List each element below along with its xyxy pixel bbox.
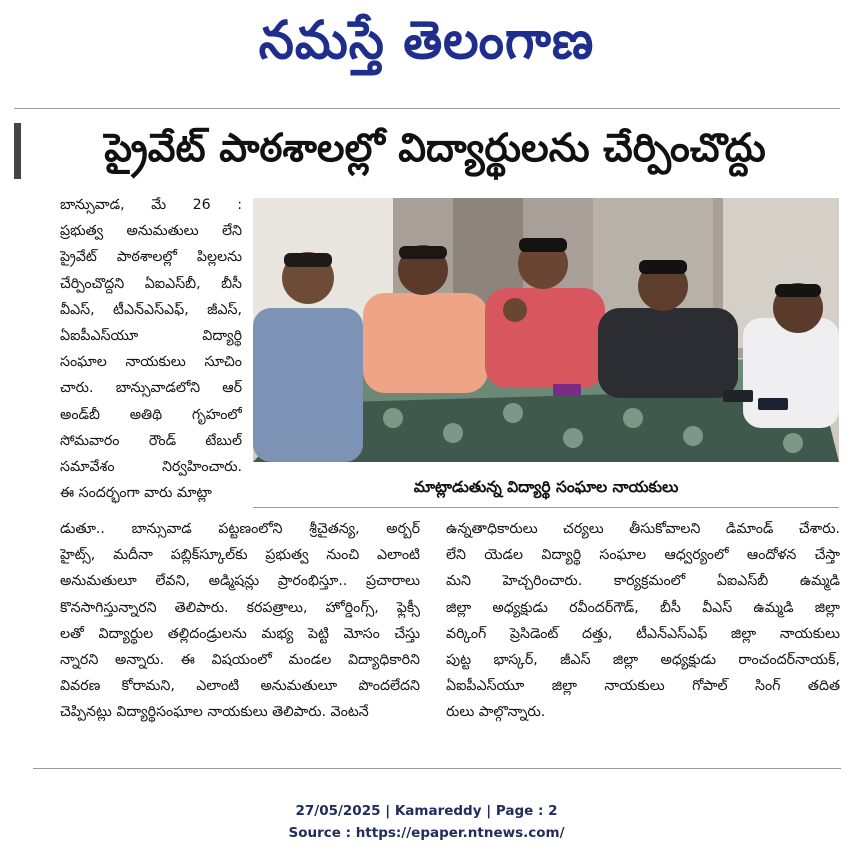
article-text-line: హైట్స్, మదీనా పబ్లిక్‌స్కూల్‌కు ప్రభుత్వ నుంచి ఎలాంటి: [60, 547, 420, 564]
photo-caption: మాట్లాడుతున్న విద్యార్థి సంఘాల నాయకులు: [413, 478, 679, 496]
photo-caption-box: [253, 466, 839, 508]
article-text-line: వీఎస్, టీఎన్‌ఎస్‌ఎఫ్, జీఎస్,: [60, 301, 242, 318]
article-text-line: బాన్సువాడ, మే 26 :: [60, 197, 242, 213]
article-headline: ప్రైవేట్ పాఠశాలల్లో విద్యార్థులను చేర్పించొద్దు: [104, 126, 766, 171]
article-text-line: ఏఐపీఎస్‌యూ జిల్లా నాయకులు గోపాల్ సింగ్ తదిత: [446, 678, 840, 695]
newspaper-logo: నమస్తే తెలంగాణ: [258, 9, 595, 71]
article-text-line: లతో విద్యార్థుల తల్లిదండ్రులను మభ్య పెట్టి మోసం చేస్తు: [60, 625, 420, 642]
article-text-line: చేర్పించొద్దని ఏఐఎస్‌బీ, బీసీ: [60, 275, 242, 292]
article-body-left-column: [60, 516, 420, 726]
article-text-line: పుట్ట భాస్కర్, జీఎస్ జిల్లా అధ్యక్షుడు రాంచందర్‌నాయక్,: [446, 652, 840, 669]
article-text-line: న్నారని అన్నారు. ఈ విషయంలో మండల విద్యాధికారిని: [60, 652, 420, 669]
article-text-line: చెప్పినట్లు విద్యార్థిసంఘాల నాయకులు తెలిపారు. వెంటనే: [60, 704, 369, 721]
article-text-line: రులు పాల్గొన్నారు.: [446, 704, 546, 721]
article-text-line: ఏఐపీఎస్‌యూ విద్యార్థి: [60, 328, 242, 345]
group-photo-illustration: [253, 198, 839, 462]
article-text-line: సమావేశం నిర్వహించారు.: [60, 459, 242, 476]
article-text-line: ప్రైవేట్ పాఠశాలల్లో పిల్లలను: [60, 249, 242, 266]
article-body-right-column: [446, 516, 840, 726]
article-text-line: కొనసాగిస్తున్నారని తెలిపారు. కరపత్రాలు, హోర్డింగ్స్, ఫ్లెక్సీ: [60, 599, 420, 616]
article-text-line: లేని యెడల విద్యార్థి సంఘాల ఆధ్వర్యంలో ఆందోళన చేస్తా: [446, 547, 840, 564]
edition-info: 27/05/2025 | Kamareddy | Page : 2: [295, 803, 558, 819]
article-text-line: మని హెచ్చరించారు. కార్యక్రమంలో ఏఐఎస్‌బీ ఉమ్మడి: [446, 573, 840, 590]
article-text-line: జిల్లా అధ్యక్షుడు రవీందర్‌గౌడ్, బీసీ వీఎస్ ఉమ్మడి జిల్లా: [446, 599, 840, 616]
masthead: [0, 4, 853, 76]
article-text-line: డుతూ.. బాన్సువాడ పట్టణంలోని శ్రీచైతన్య, అర్బర్: [60, 521, 420, 537]
article-text-line: సంఘాల నాయకులు సూచిం: [60, 354, 242, 371]
article-end-divider: [33, 768, 841, 769]
article-text-line: ఉన్నతాధికారులు చర్యలు తీసుకోవాలని డిమాండ్ చేశారు.: [446, 521, 840, 537]
headline-accent-bar: [14, 123, 21, 179]
article-text-line: వర్కింగ్ ప్రెసిడెంట్ దత్తు, టీఎన్‌ఎస్‌ఎఫ్ జిల్లా నాయకులు: [446, 625, 840, 642]
masthead-divider: [14, 108, 840, 109]
article-text-line: ఈ సందర్భంగా వారు మాట్లా: [60, 485, 212, 502]
article-text-line: సోమవారం రౌండ్ టేబుల్: [60, 432, 242, 449]
article-text-line: చారు. బాన్సువాడలోని ఆర్: [60, 380, 242, 397]
article-text-line: ప్రభుత్వ అనుమతులు లేని: [60, 223, 242, 240]
article-text-line: అండ్‌బీ అతిథి గృహంలో: [60, 406, 242, 423]
source-url[interactable]: Source : https://epaper.ntnews.com/: [288, 825, 565, 841]
article-photo: [253, 198, 839, 462]
article-text-line: అనుమతులూ లేవని, అడ్మిషన్లు ప్రారంభిస్తూ.. ప్రచారాలు: [60, 573, 420, 590]
article-text-line: వివరణ కోరామని, ఎలాంటి అనుమతులూ పొందలేదని: [60, 678, 420, 695]
article-intro-column: [60, 192, 242, 506]
